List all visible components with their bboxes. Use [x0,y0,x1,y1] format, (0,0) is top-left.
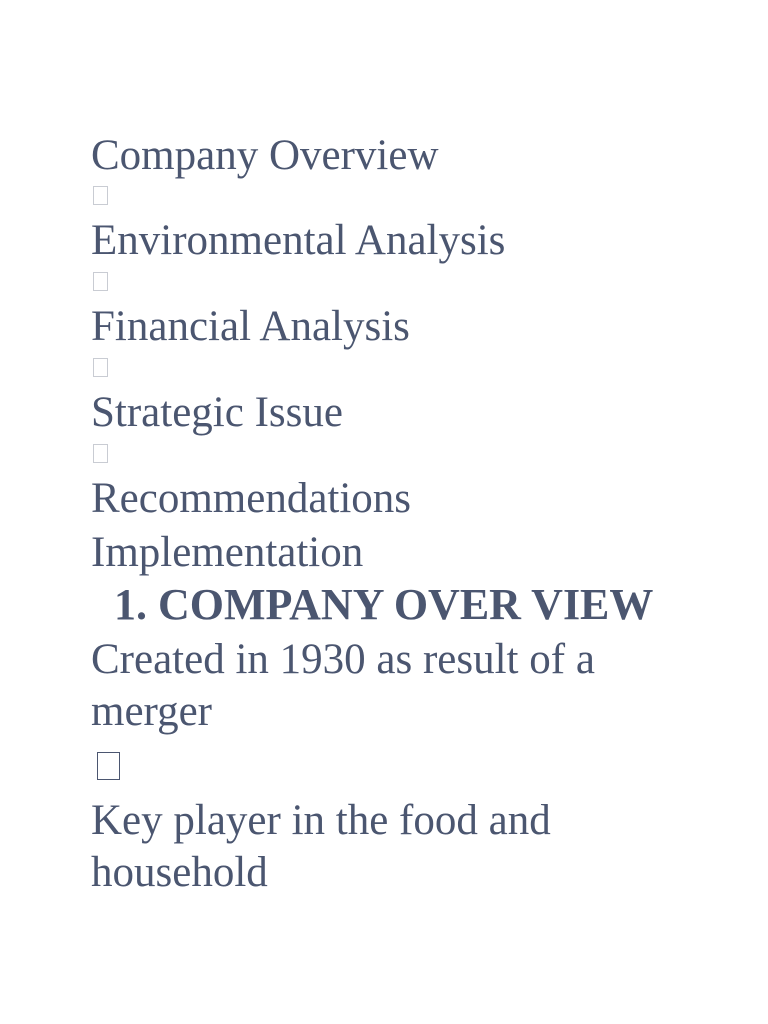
paragraph-line: Key player in the food and [91,797,551,844]
toc-item-strategic-issue: Strategic Issue [91,389,343,436]
bullet-missing-glyph-icon [93,358,108,377]
toc-item-financial-analysis: Financial Analysis [91,303,410,350]
bullet-missing-glyph-icon [93,444,108,463]
paragraph-line: merger [91,688,212,735]
toc-item-recommendations: Recommendations [91,475,412,522]
paragraph-line: household [91,849,268,896]
section-heading: 1. COMPANY OVER VIEW [114,580,654,629]
bullet-missing-glyph-icon [93,186,108,205]
toc-item-implementation: Implementation [91,529,364,576]
bullet-missing-glyph-icon [97,752,120,780]
toc-item-environmental-analysis: Environmental Analysis [91,217,506,264]
bullet-missing-glyph-icon [93,272,108,291]
toc-item-company-overview: Company Overview [91,132,439,179]
paragraph-line: Created in 1930 as result of a [91,636,595,683]
